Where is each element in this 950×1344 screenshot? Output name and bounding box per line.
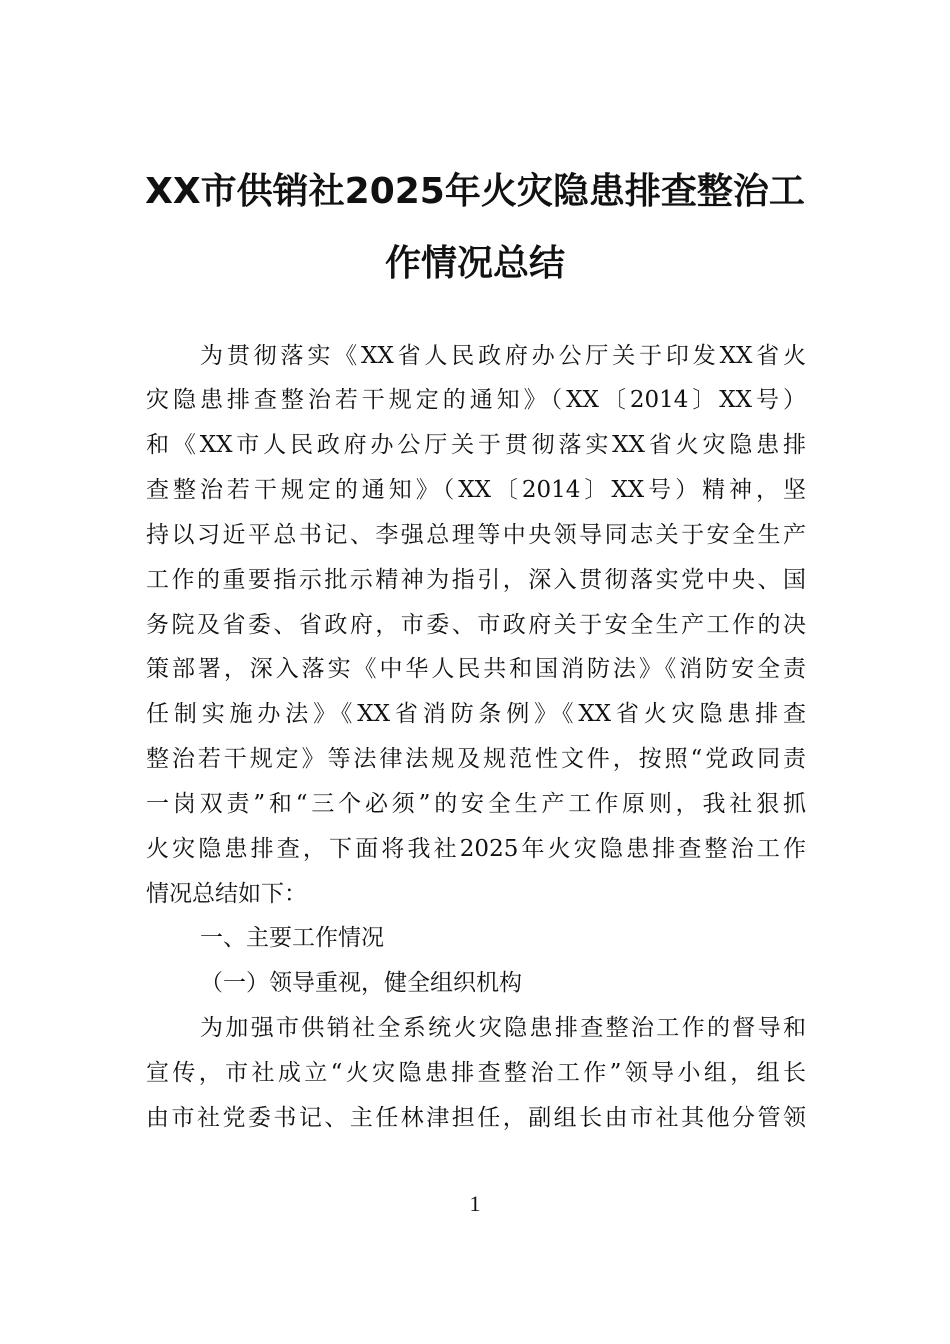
paragraph-line: 任制实施办法》《XX省消防条例》《XX省火灾隐患排查	[146, 701, 806, 727]
paragraph-line: 和《XX市人民政府办公厅关于贯彻落实XX省火灾隐患排	[146, 432, 806, 458]
paragraph-line: 宣传，市社成立“火灾隐患排查整治工作”领导小组，组长	[146, 1060, 806, 1086]
section-heading: 一、主要工作情况	[200, 925, 384, 951]
paragraph-line: 情况总结如下：	[146, 881, 307, 907]
paragraph-line: 务院及省委、省政府，市委、市政府关于安全生产工作的决	[146, 612, 806, 638]
paragraph-line: 火灾隐患排查，下面将我社2025年火灾隐患排查整治工作	[146, 836, 806, 862]
document-title-line-2: 作情况总结	[384, 243, 565, 284]
document-title-line-1: XX市供销社2025年火灾隐患排查整治工	[145, 171, 805, 212]
paragraph-line: 一岗双责”和“三个必须”的安全生产工作原则，我社狠抓	[146, 791, 806, 817]
paragraph-line: 整治若干规定》等法律法规及规范性文件，按照“党政同责	[146, 746, 806, 772]
paragraph-line: 查整治若干规定的通知》（XX〔2014〕XX号）精神，坚	[146, 477, 806, 503]
paragraph-line: 策部署，深入落实《中华人民共和国消防法》《消防安全责	[146, 656, 806, 682]
subsection-heading: （一）领导重视，健全组织机构	[200, 970, 522, 996]
paragraph-line: 为加强市供销社全系统火灾隐患排查整治工作的督导和	[200, 1015, 806, 1041]
paragraph-line: 工作的重要指示批示精神为指引，深入贯彻落实党中央、国	[146, 567, 806, 593]
page-number: 1	[469, 1191, 481, 1216]
paragraph-line: 持以习近平总书记、李强总理等中央领导同志关于安全生产	[146, 522, 806, 548]
paragraph-line: 由市社党委书记、主任林津担任，副组长由市社其他分管领	[146, 1105, 806, 1131]
paragraph-line: 为贯彻落实《XX省人民政府办公厅关于印发XX省火	[200, 343, 806, 369]
paragraph-line: 灾隐患排查整治若干规定的通知》（XX〔2014〕XX号）	[146, 387, 806, 413]
